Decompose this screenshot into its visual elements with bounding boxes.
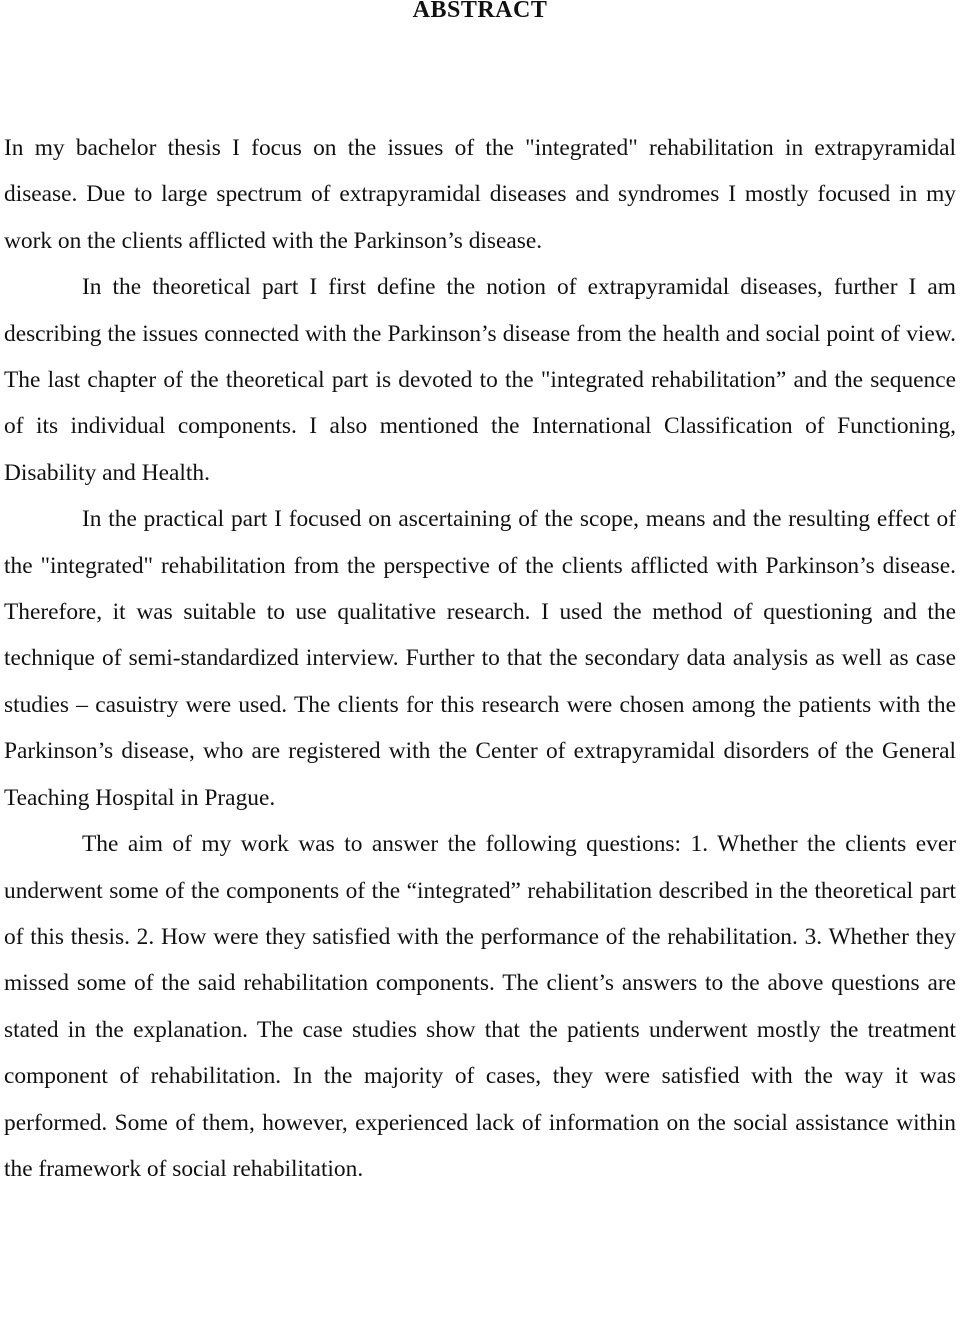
page-title: ABSTRACT [412, 0, 548, 23]
abstract-body [4, 125, 956, 1192]
document-page [4, 0, 956, 1192]
paragraph-practical-part: In the practical part I focused on ascertaining of the scope, means and the resulting effect of the "integrated" rehabilitation from the perspective of the clients afflicted with Parkinson’s disease. Therefore, it was suitable to use qualitative research. I used the method of questioning and the technique of semi-standardized interview. Further to that the secondary data analysis as well as case studies – casuistry were used. The clients for this research were chosen among the patients with the Parkinson’s disease, who are registered with the Center of extrapyramidal disorders of the General Teaching Hospital in Prague. [4, 506, 956, 811]
paragraph-intro: In my bachelor thesis I focus on the issues of the "integrated" rehabilitation in extrapyramidal disease. Due to large spectrum of extrapyramidal diseases and syndromes I mostly focused in my work on the clients afflicted with the Parkinson’s disease. [4, 135, 956, 254]
paragraph-aim-and-results: The aim of my work was to answer the following questions: 1. Whether the clients ever underwent some of the components of the “integrated” rehabilitation described in the theoretical part of this thesis. 2. How were they satisfied with the performance of the rehabilitation. 3. Whether they missed some of the said rehabilitation components. The client’s answers to the above questions are stated in the explanation. The case studies show that the patients underwent mostly the treatment component of rehabilitation. In the majority of cases, they were satisfied with the way it was performed. Some of them, however, experienced lack of information on the social assistance within the framework of social rehabilitation. [4, 831, 956, 1182]
paragraph-theoretical-part: In the theoretical part I first define the notion of extrapyramidal diseases, further I am describing the issues connected with the Parkinson’s disease from the health and social point of view. The last chapter of the theoretical part is devoted to the "integrated rehabilitation” and the sequence of its individual components. I also mentioned the International Classification of Functioning, Disability and Health. [4, 274, 956, 486]
